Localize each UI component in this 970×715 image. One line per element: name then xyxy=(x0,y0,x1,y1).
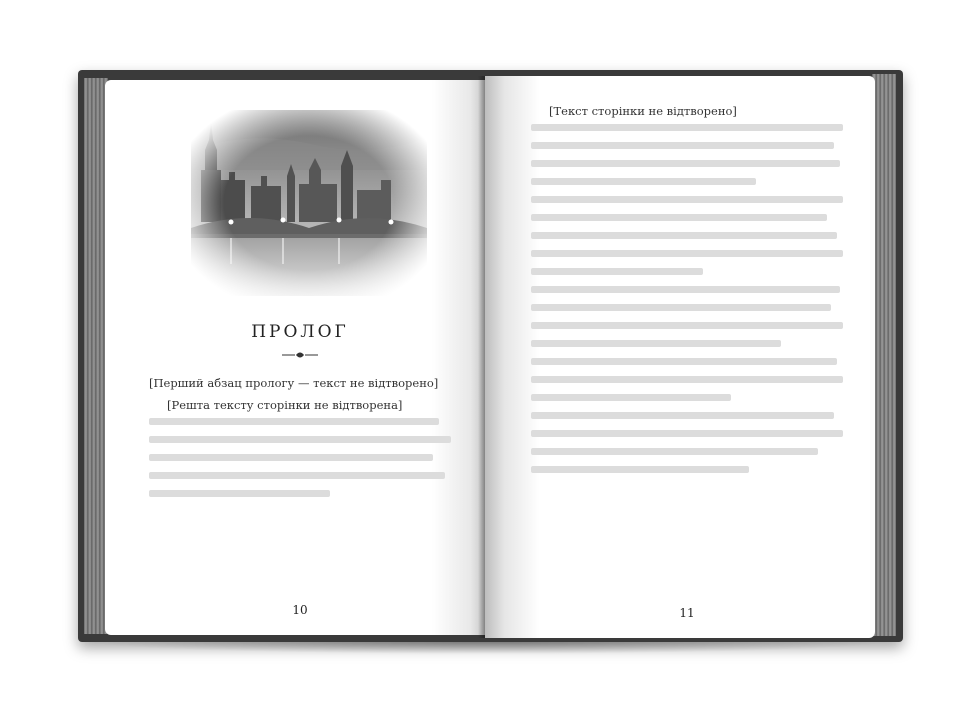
right-page xyxy=(485,76,875,638)
opening-paragraph: [Перший абзац прологу — текст не відтворено] xyxy=(149,376,439,390)
left-page xyxy=(105,80,485,635)
body-text-placeholder: [Решта тексту сторінки не відтворена] xyxy=(167,398,403,412)
page-number-left: 10 xyxy=(292,603,308,617)
chapter-title: ПРОЛОГ xyxy=(251,322,349,342)
page-number-right: 11 xyxy=(679,606,695,620)
page-edges-right xyxy=(872,74,896,636)
body-text-placeholder: [Текст сторінки не відтворено] xyxy=(549,104,737,118)
right-page-text xyxy=(531,102,843,473)
left-page-text xyxy=(149,374,451,497)
london-skyline-illustration xyxy=(191,110,427,296)
ornament-icon xyxy=(280,350,320,360)
